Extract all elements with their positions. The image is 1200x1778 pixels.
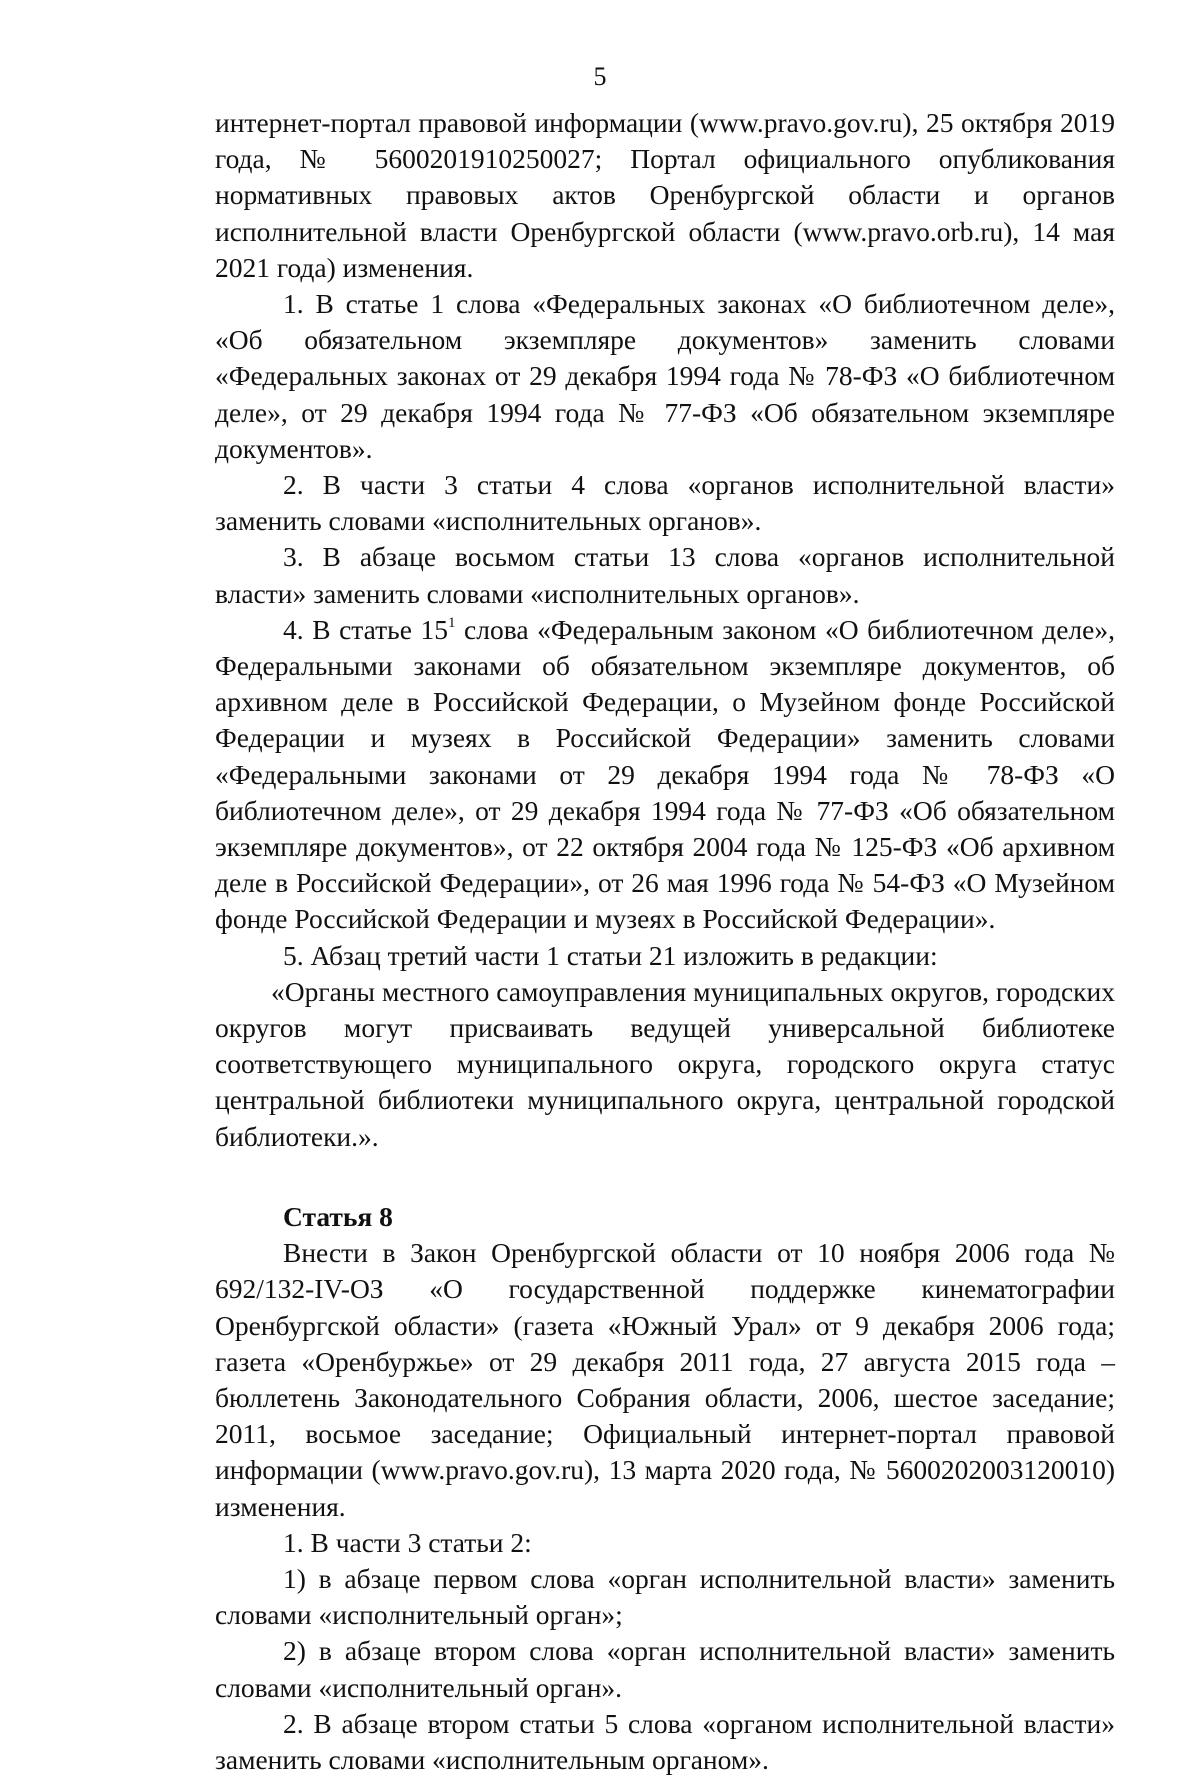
paragraph-item-4-rest: слова «Федеральным законом «О библиотечном деле», Федеральными законами об обязательном экземпляре документов, об архивном деле в Российской Федерации, о Музейном фонде Российской Федерации и музеях в Российской Федерации» заменить словами «Федеральными законами от 29 декабря 1994 года № 78-ФЗ «О библиотечном деле», от 29 декабря 1994 года № 77-ФЗ «Об обязательном экземпляре документов», от 22 октября 2004 года № 125-ФЗ «Об архивном деле в Российской Федерации», от 26 мая 1996 года № 54-ФЗ «О Музейном фонде Российской Федерации и музеях в Российской Федерации». [215,613,1115,935]
article-8-intro: Внести в Закон Оренбургской области от 10 ноября 2006 года № 692/132-IV-ОЗ «О государственной поддержке кинематографии Оренбургской области» (газета «Южный Урал» от 9 декабря 2006 года; газета «Оренбуржье» от 29 декабря 2011 года, 27 августа 2015 года – бюллетень Законодательного Собрания области, 2006, шестое заседание; 2011, восьмое заседание; Официальный интернет-портал правовой информации (www.pravo.gov.ru), 13 марта 2020 года, № 5600202003120010) изменения. [215,1237,1115,1522]
paragraph-item-1: 1. В статье 1 слова «Федеральных законах «О библиотечном деле», «Об обязательном экземпляре документов» заменить словами «Федеральных законах от 29 декабря 1994 года № 78-ФЗ «О библиотечном деле», от 29 декабря 1994 года № 77-ФЗ «Об обязательном экземпляре документов». [215,288,1115,464]
page-number: 5 [593,62,607,91]
article-heading: Статья 8 [283,1200,393,1232]
document-body [215,105,1115,1778]
paragraph-item-2: 2. В части 3 статьи 4 слова «органов исполнительной власти» заменить словами «исполнительных органов». [215,469,1115,537]
article-8-item-1: 1. В части 3 статьи 2: [283,1526,532,1558]
paragraph-item-5-quote: «Органы местного самоуправления муниципальных округов, городских округов могут присваивать ведущей универсальной библиотеке соответствующего муниципального округа, городского округа статус центральной библиотеки муниципального округа, центральной городской библиотеки.». [215,975,1115,1152]
article-8-subitem-2: 2) в абзаце втором слова «орган исполнительной власти» заменить словами «исполнительный орган». [215,1635,1115,1703]
paragraph-item-4 [215,612,1115,938]
paragraph-intro: интернет-портал правовой информации (www.pravo.gov.ru), 25 октября 2019 года, № 5600201910250027; Портал официального опубликования нормативных правовых актов Оренбургской области и органов исполнительной власти Оренбургской области (www.pravo.orb.ru), 14 мая 2021 года) изменения. [215,107,1115,283]
article-8-item-2: 2. В абзаце втором статьи 5 слова «органом исполнительной власти» заменить словами «исполнительным органом». [215,1707,1115,1775]
paragraph-item-3: 3. В абзаце восьмом статьи 13 слова «органов исполнительной власти» заменить словами «исполнительных органов». [215,541,1115,609]
superscript-index: 1 [447,614,456,631]
paragraph-item-5: 5. Абзац третий части 1 статьи 21 изложить в редакции: [283,939,938,971]
paragraph-item-4-start: 4. В статье 15 [283,613,448,645]
article-8-subitem-1: 1) в абзаце первом слова «орган исполнительной власти» заменить словами «исполнительный орган»; [215,1562,1115,1631]
